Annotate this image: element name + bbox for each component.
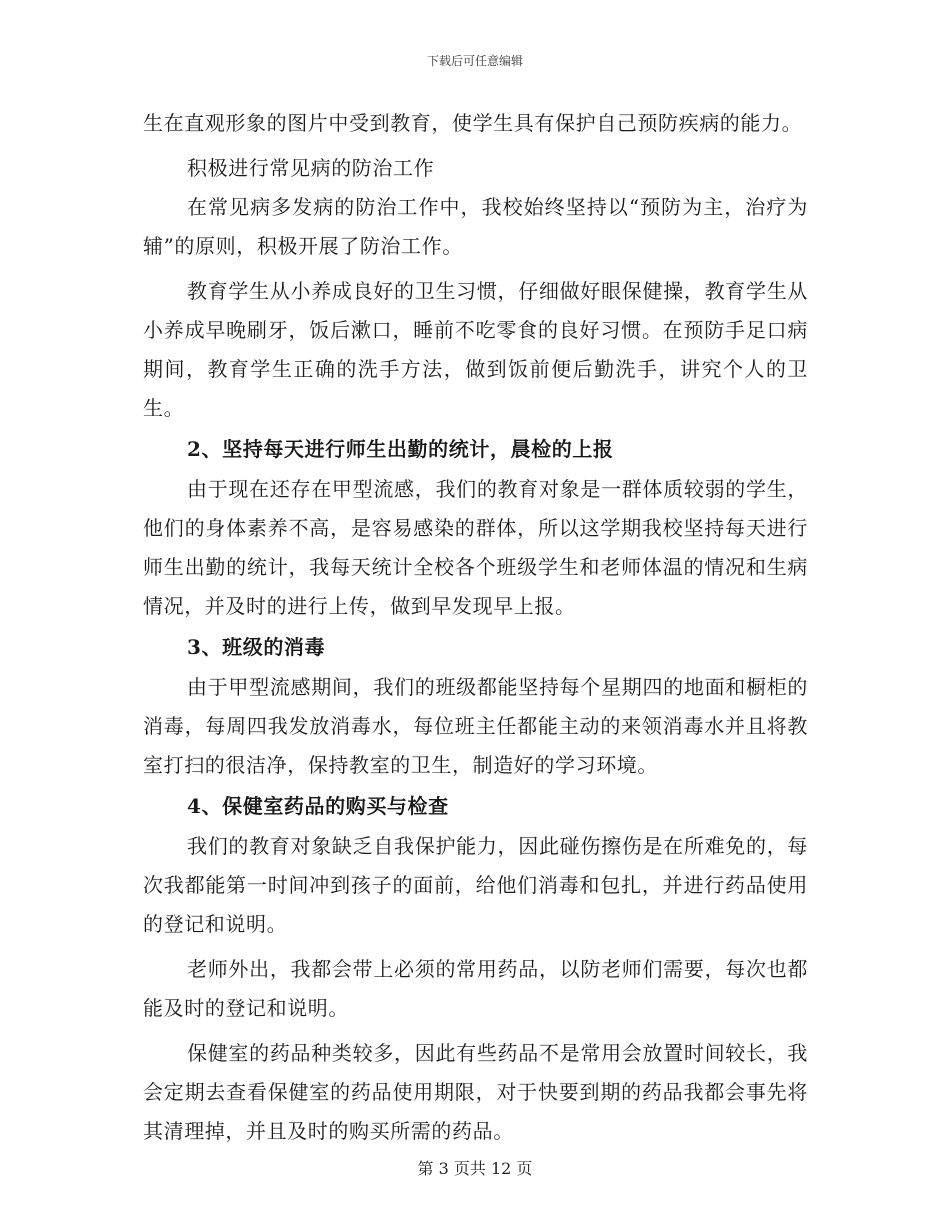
paragraph-subtitle: 积极进行常见病的防治工作: [187, 156, 435, 180]
paragraph-continued: 生在直观形象的图片中受到教育，使学生具有保护自己预防疾病的能力。: [143, 111, 803, 135]
paragraph: 由于甲型流感期间，我们的班级都能坚持每个星期四的地面和橱柜的消毒，每周四我发放消毒水，每位班主任都能主动的来领消毒水并且将教室打扫的很洁净，保持教室的卫生，制造好的学习环境。: [143, 675, 808, 777]
paragraph: 老师外出，我都会带上必须的常用药品，以防老师们需要，每次也都能及时的登记和说明。: [143, 957, 808, 1020]
section-heading: 4、保健室药品的购买与检查: [187, 794, 449, 818]
page-number: 第 3 页共 12 页: [417, 1159, 533, 1178]
paragraph: 在常见病多发病的防治工作中，我校始终坚持以“预防为主，治疗为辅”的原则，积极开展了防治工作。: [143, 195, 808, 258]
document-body: [143, 104, 808, 1151]
paragraph: 由于现在还存在甲型流感，我们的教育对象是一群体质较弱的学生，他们的身体素养不高，是容易感染的群体，所以这学期我校坚持每天进行师生出勤的统计，我每天统计全校各个班级学生和老师体温的情况和生病情况，并及时的进行上传，做到早发现早上报。: [143, 477, 808, 618]
paragraph: 保健室的药品种类较多，因此有些药品不是常用会放置时间较长，我会定期去查看保健室的药品使用期限，对于快要到期的药品我都会事先将其清理掉，并且及时的购买所需的药品。: [143, 1041, 808, 1143]
paragraph: 我们的教育对象缺乏自我保护能力，因此碰伤擦伤是在所难免的，每次我都能第一时间冲到孩子的面前，给他们消毒和包扎，并进行药品使用的登记和说明。: [143, 834, 808, 936]
section-heading: 2、坚持每天进行师生出勤的统计，晨检的上报: [187, 437, 614, 461]
paragraph: 教育学生从小养成良好的卫生习惯，仔细做好眼保健操，教育学生从小养成早晚刷牙，饭后漱口，睡前不吃零食的良好习惯。在预防手足口病期间，教育学生正确的洗手方法，做到饭前便后勤洗手，讲究个人的卫生。: [143, 279, 808, 420]
section-heading: 3、班级的消毒: [187, 635, 326, 659]
page-header: 下载后可任意编辑: [426, 54, 523, 68]
